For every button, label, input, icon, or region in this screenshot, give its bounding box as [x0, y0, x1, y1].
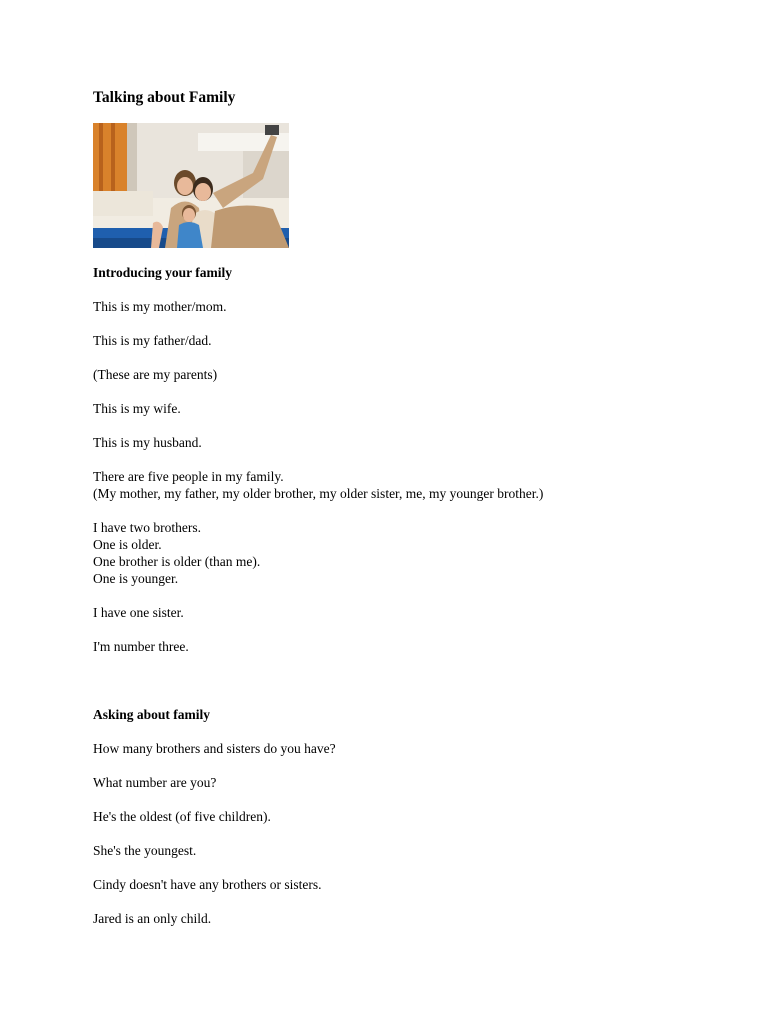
text-line: I have two brothers. — [93, 520, 201, 535]
text-line: He's the oldest (of five children). — [93, 809, 271, 824]
paragraph — [93, 434, 733, 451]
paragraph — [93, 604, 733, 621]
text-line: What number are you? — [93, 775, 217, 790]
text-line: (These are my parents) — [93, 367, 218, 382]
text-line: I have one sister. — [93, 605, 184, 620]
family-selfie-photo-icon — [93, 123, 289, 248]
paragraph — [93, 400, 733, 417]
text-line: This is my father/dad. — [93, 333, 212, 348]
paragraph — [93, 842, 733, 859]
introducing-body — [93, 298, 733, 655]
text-line: Cindy doesn't have any brothers or sisters. — [93, 877, 322, 892]
text-line: I'm number three. — [93, 639, 189, 654]
asking-body — [93, 740, 733, 927]
text-line: One is older. — [93, 537, 162, 552]
family-photo — [93, 123, 289, 248]
text-line: (My mother, my father, my older brother, my older sister, me, my younger brother.) — [93, 486, 544, 501]
paragraph — [93, 332, 733, 349]
paragraph — [93, 366, 733, 383]
text-line: How many brothers and sisters do you have? — [93, 741, 336, 756]
paragraph — [93, 808, 733, 825]
text-line: One brother is older (than me). — [93, 554, 261, 569]
paragraph — [93, 774, 733, 791]
text-line: There are five people in my family. — [93, 469, 284, 484]
text-line: One is younger. — [93, 571, 179, 586]
page-title: Talking about Family — [93, 89, 236, 106]
paragraph — [93, 519, 733, 587]
paragraph — [93, 298, 733, 315]
paragraph — [93, 876, 733, 893]
section-heading-asking: Asking about family — [93, 707, 211, 722]
paragraph — [93, 638, 733, 655]
document-page — [93, 88, 733, 927]
text-line: This is my wife. — [93, 401, 181, 416]
text-line: This is my husband. — [93, 435, 202, 450]
paragraph — [93, 740, 733, 757]
text-line: This is my mother/mom. — [93, 299, 227, 314]
paragraph — [93, 468, 733, 502]
section-heading-introducing: Introducing your family — [93, 265, 233, 280]
text-line: Jared is an only child. — [93, 911, 212, 926]
paragraph — [93, 910, 733, 927]
text-line: She's the youngest. — [93, 843, 197, 858]
